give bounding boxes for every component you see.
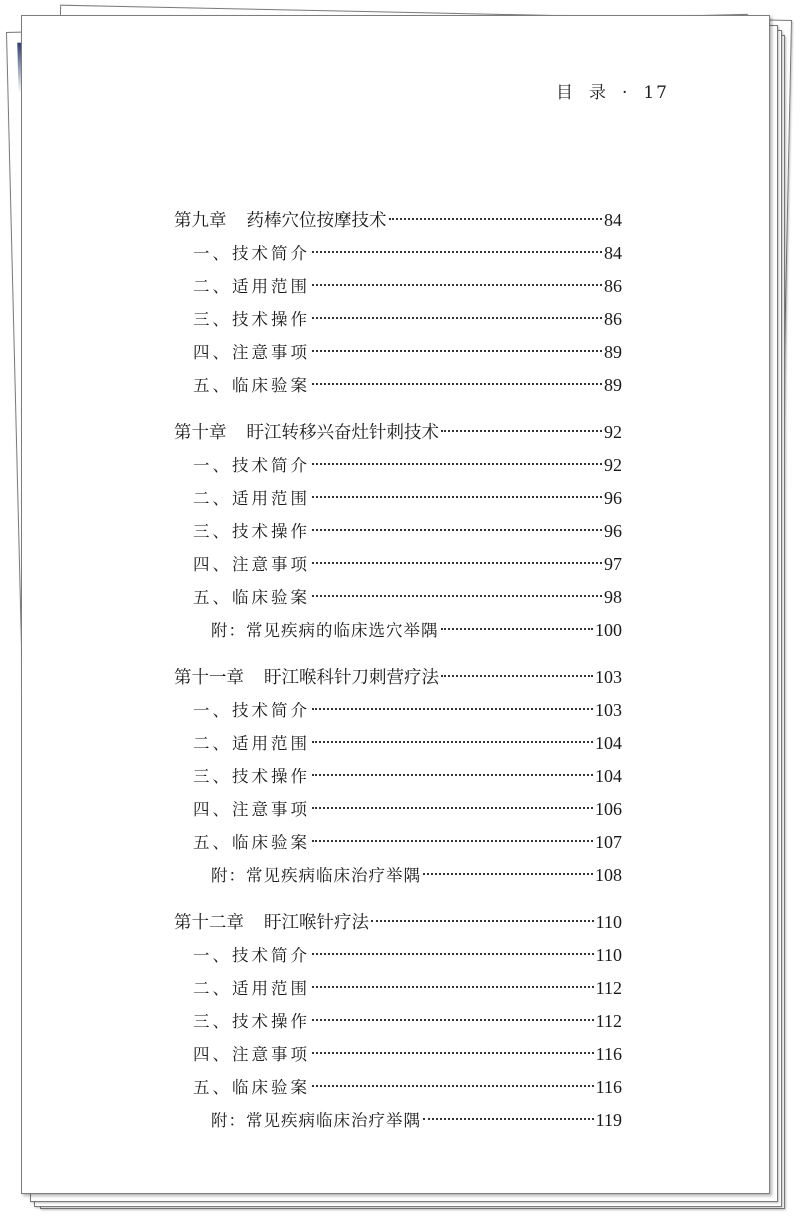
- section-title: 二、适用范围: [193, 489, 310, 508]
- page-number: 107: [595, 832, 622, 852]
- section-title: 二、适用范围: [193, 734, 310, 753]
- dot-leader: [441, 430, 602, 432]
- section-title: 三、技术操作: [193, 1012, 310, 1031]
- toc-chapter-entry[interactable]: [174, 416, 622, 449]
- dot-leader: [312, 350, 602, 352]
- toc-section-entry[interactable]: [174, 1071, 622, 1104]
- dot-leader: [312, 807, 593, 809]
- toc-section-entry[interactable]: [174, 939, 622, 972]
- dot-leader: [389, 218, 603, 220]
- toc-section-entry[interactable]: [174, 303, 622, 336]
- dot-leader: [312, 463, 602, 465]
- chapter-number: 第十一章: [174, 668, 244, 688]
- section-title: 五、临床验案: [193, 1078, 310, 1097]
- section-title: 三、技术操作: [193, 522, 310, 541]
- dot-leader: [441, 628, 594, 630]
- toc-section-entry[interactable]: [174, 482, 622, 515]
- appendix-title: 附：常见疾病临床治疗举隅: [211, 866, 421, 885]
- dot-leader: [312, 1052, 594, 1054]
- dot-leader: [423, 873, 593, 875]
- toc-section-entry[interactable]: [174, 826, 622, 859]
- dot-leader: [312, 251, 602, 253]
- toc-section-entry[interactable]: [174, 727, 622, 760]
- chapter-number: 第十二章: [174, 913, 244, 933]
- section-title: 三、技术操作: [193, 310, 310, 329]
- page-number: 97: [604, 554, 622, 574]
- toc-section-entry[interactable]: [174, 449, 622, 482]
- toc-chapter-entry[interactable]: [174, 661, 622, 694]
- page-number: 112: [595, 978, 622, 998]
- toc-chapter-entry[interactable]: [174, 204, 622, 237]
- chapter-block-11: [174, 661, 622, 892]
- page-number: 84: [604, 210, 622, 230]
- toc-page: [21, 15, 770, 1194]
- toc-section-entry[interactable]: [174, 237, 622, 270]
- chapter-number: 第十章: [174, 423, 227, 443]
- toc-appendix-entry[interactable]: [174, 1104, 622, 1137]
- toc-section-entry[interactable]: [174, 270, 622, 303]
- dot-leader: [312, 708, 593, 710]
- page-number: 104: [595, 766, 622, 786]
- dot-leader: [312, 496, 602, 498]
- page-number: 119: [595, 1110, 622, 1130]
- page-number: 110: [595, 945, 622, 965]
- page-number: 116: [595, 1077, 622, 1097]
- section-title: 二、适用范围: [193, 277, 310, 296]
- chapter-title: 盱江喉科针刀刺营疗法: [264, 668, 439, 688]
- dot-leader: [371, 920, 594, 922]
- section-title: 五、临床验案: [193, 588, 310, 607]
- running-head-separator: ·: [621, 83, 630, 103]
- section-title: 五、临床验案: [193, 833, 310, 852]
- section-title: 一、技术简介: [193, 946, 310, 965]
- dot-leader: [312, 986, 594, 988]
- dot-leader: [423, 1118, 594, 1120]
- toc-section-entry[interactable]: [174, 1038, 622, 1071]
- page-number: 110: [595, 912, 622, 932]
- dot-leader: [312, 1085, 594, 1087]
- page-number: 86: [604, 276, 622, 296]
- section-title: 一、技术简介: [193, 244, 310, 263]
- dot-leader: [441, 675, 593, 677]
- toc-section-entry[interactable]: [174, 972, 622, 1005]
- dot-leader: [312, 1019, 594, 1021]
- toc-section-entry[interactable]: [174, 336, 622, 369]
- page-number: 92: [604, 422, 622, 442]
- chapter-title: 药棒穴位按摩技术: [246, 211, 387, 231]
- section-title: 三、技术操作: [193, 767, 310, 786]
- dot-leader: [312, 741, 593, 743]
- chapter-number: 第九章: [174, 211, 227, 231]
- dot-leader: [312, 317, 602, 319]
- chapter-title: 盱江喉针疗法: [264, 913, 369, 933]
- chapter-block-12: [174, 906, 622, 1137]
- page-number: 89: [604, 342, 622, 362]
- running-head: [556, 78, 669, 103]
- section-title: 二、适用范围: [193, 979, 310, 998]
- running-head-page-number: 17: [643, 83, 669, 103]
- page-number: 96: [604, 488, 622, 508]
- toc-section-entry[interactable]: [174, 760, 622, 793]
- page-number: 89: [604, 375, 622, 395]
- page-number: 84: [604, 243, 622, 263]
- toc-section-entry[interactable]: [174, 369, 622, 402]
- chapter-block-10: [174, 416, 622, 647]
- page-number: 103: [595, 667, 622, 687]
- page-number: 112: [595, 1011, 622, 1031]
- dot-leader: [312, 284, 602, 286]
- page-number: 108: [595, 865, 622, 885]
- dot-leader: [312, 595, 602, 597]
- section-title: 四、注意事项: [193, 800, 310, 819]
- page-number: 100: [595, 620, 622, 640]
- dot-leader: [312, 774, 593, 776]
- toc-section-entry[interactable]: [174, 793, 622, 826]
- toc-section-entry[interactable]: [174, 1005, 622, 1038]
- page-number: 96: [604, 521, 622, 541]
- toc-section-entry[interactable]: [174, 548, 622, 581]
- toc-section-entry[interactable]: [174, 694, 622, 727]
- toc-section-entry[interactable]: [174, 515, 622, 548]
- section-title: 一、技术简介: [193, 456, 310, 475]
- page-number: 116: [595, 1044, 622, 1064]
- appendix-title: 附：常见疾病的临床选穴举隅: [211, 621, 439, 640]
- page-number: 103: [595, 700, 622, 720]
- chapter-title: 盱江转移兴奋灶针刺技术: [246, 423, 439, 443]
- toc-appendix-entry[interactable]: [174, 614, 622, 647]
- section-title: 四、注意事项: [193, 343, 310, 362]
- running-head-char-1: 目: [555, 83, 575, 103]
- table-of-contents: [174, 204, 622, 1151]
- toc-appendix-entry[interactable]: [174, 859, 622, 892]
- toc-chapter-entry[interactable]: [174, 906, 622, 939]
- page-number: 92: [604, 455, 622, 475]
- page-number: 98: [604, 587, 622, 607]
- dot-leader: [312, 383, 602, 385]
- dot-leader: [312, 953, 594, 955]
- chapter-block-9: [174, 204, 622, 402]
- section-title: 一、技术简介: [193, 701, 310, 720]
- appendix-title: 附：常见疾病临床治疗举隅: [211, 1111, 421, 1130]
- page-number: 104: [595, 733, 622, 753]
- page-number: 106: [595, 799, 622, 819]
- dot-leader: [312, 529, 602, 531]
- section-title: 四、注意事项: [193, 1045, 310, 1064]
- dot-leader: [312, 562, 602, 564]
- page-number: 86: [604, 309, 622, 329]
- section-title: 五、临床验案: [193, 376, 310, 395]
- section-title: 四、注意事项: [193, 555, 310, 574]
- dot-leader: [312, 840, 593, 842]
- running-head-char-2: 录: [588, 83, 608, 103]
- toc-section-entry[interactable]: [174, 581, 622, 614]
